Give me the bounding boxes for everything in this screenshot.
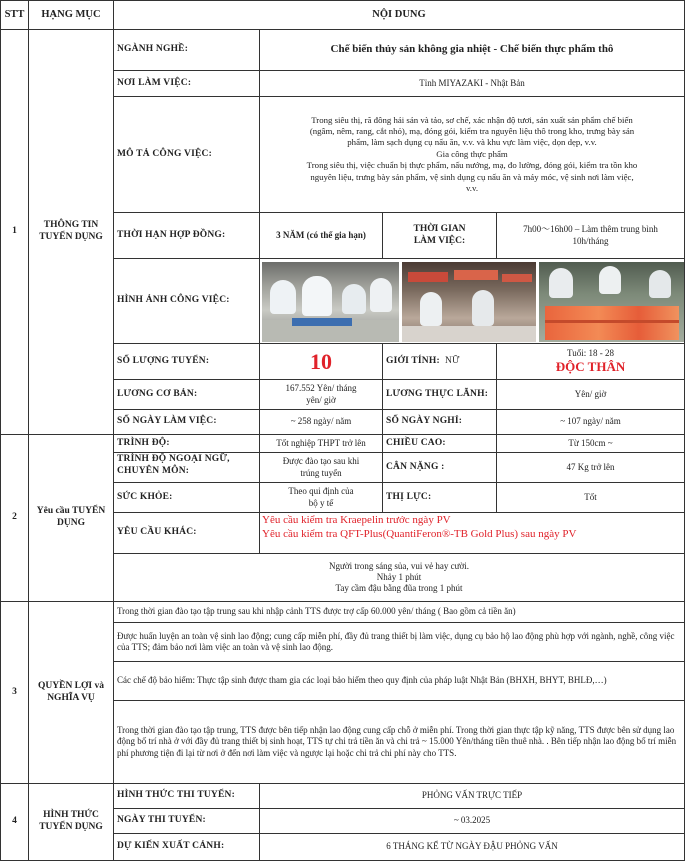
section4-stt: 4 — [0, 783, 29, 861]
age-marital-cell — [496, 343, 685, 380]
job-desc-line: phẩm, làm sạch dụng cụ nấu ăn, v.v. và khu vực làm việc, dọn dẹp, v.v. — [347, 137, 597, 148]
job-desc-line: Gia công thực phẩm — [436, 148, 508, 159]
section2-category: Yêu cầu TUYỂN DỤNG — [28, 434, 114, 602]
departure-label: DỰ KIẾN XUẤT CẢNH: — [113, 833, 260, 861]
exam-date-value: ~ 03.2025 — [259, 808, 685, 834]
quantity-label: SỐ LƯỢNG TUYỂN: — [113, 343, 260, 380]
education-label: TRÌNH ĐỘ: — [113, 434, 260, 453]
content-header: NỘI DUNG — [113, 0, 685, 30]
benefit-housing: Trong thời gian đào tạo tập trung, TTS được bên tiếp nhận lao động cung cấp chỗ ở miễn phí. Trong thời gian thực tập kỹ năng, TTS được bên sử dụng lao động bố trí nhà ở với đầy đủ trang thiết bị sinh hoạt, TTS tự chi trả tiền ăn và chi trả ~ 15.000 Yên/tháng tiền thuê nhà. . Bên tiếp nhận lao động bố trí miễn phí phương tiện đi lại từ nơi ở đến nơi làm việc và ngược lại hoặc chi trả chi phí này cho TTS. — [113, 700, 685, 784]
health-label: SỨC KHỎE: — [113, 482, 260, 513]
salary-value: 167.552 Yên/ tháng yên/ giờ — [259, 379, 383, 410]
dayoff-label: SỐ NGÀY NGHỈ: — [382, 409, 497, 435]
job-desc-line: Trong siêu thị, việc chuẩn bị thực phẩm, nấu nướng, mạ, đo lường, đóng gói, kiểm tra tồn kho — [306, 160, 638, 171]
exam-form-value: PHỎNG VẤN TRỰC TIẾP — [259, 783, 685, 809]
eyesight-label: THỊ LỰC: — [382, 482, 497, 513]
section3-stt: 3 — [0, 601, 29, 784]
departure-value: 6 THÁNG KỂ TỪ NGÀY ĐẬU PHỎNG VẤN — [259, 833, 685, 861]
contract-label: THỜI HẠN HỢP ĐỒNG: — [113, 212, 260, 259]
stt-header: STT — [0, 0, 29, 30]
net-salary-value: Yên/ giờ — [496, 379, 685, 410]
job-desc-line: nguyên liệu, trưng bày sản phẩm, vệ sinh dụng cụ nấu ăn và máy móc, vệ sinh nơi làm việc, — [310, 171, 634, 182]
workplace-label: NƠI LÀM VIỆC: — [113, 70, 260, 97]
section2-stt: 2 — [0, 434, 29, 602]
height-label: CHIỀU CAO: — [382, 434, 497, 453]
section3-category: QUYỀN LỢI và NGHĨA VỤ — [28, 601, 114, 784]
marital-status: ĐỘC THÂN — [555, 359, 626, 374]
net-salary-label: LƯƠNG THỰC LÃNH: — [382, 379, 497, 410]
language-label: TRÌNH ĐỘ NGOẠI NGỮ, CHUYÊN MÔN: — [113, 452, 260, 483]
occupation-label: NGÀNH NGHỀ: — [113, 29, 260, 71]
job-description-value — [259, 96, 685, 213]
exam-date-label: NGÀY THI TUYỂN: — [113, 808, 260, 834]
exam-form-label: HÌNH THỨC THI TUYỂN: — [113, 783, 260, 809]
height-value: Từ 150cm ~ — [496, 434, 685, 453]
quantity-value: 10 — [259, 343, 383, 380]
age-value: Tuổi: 18 - 28 — [567, 347, 614, 358]
other-requirements-value: Yêu cầu kiểm tra Kraepelin trước ngày PV Yêu cầu kiểm tra QFT-Plus(QuantiFeron®-TB Gold Plus) sau ngày PV — [259, 512, 685, 554]
category-header: HẠNG MỤC — [28, 0, 114, 30]
gender-value: NỮ — [444, 355, 460, 366]
workdays-value: ~ 258 ngày/ năm — [259, 409, 383, 435]
occupation-value: Chế biến thủy sản không gia nhiệt - Chế biến thực phẩm thô — [259, 29, 685, 71]
section1-stt: 1 — [0, 29, 29, 435]
personal-requirements: Người trong sáng sủa, vui vẻ hay cười. Nhảy 1 phút Tay cầm đậu bằng đũa trong 1 phút — [113, 553, 685, 602]
education-value: Tốt nghiệp THPT trở lên — [259, 434, 383, 453]
salary-label: LƯƠNG CƠ BẢN: — [113, 379, 260, 410]
job-images-cell — [259, 258, 685, 344]
job-desc-line: Trong siêu thị, rã đông hải sản và tảo, sơ chế, xác nhận độ tươi, sản xuất sản phẩm chế biến — [311, 114, 633, 125]
job-photo-2 — [402, 262, 536, 342]
eyesight-value: Tốt — [496, 482, 685, 513]
job-photo-3 — [539, 262, 684, 342]
workplace-value: Tỉnh MIYAZAKI - Nhật Bản — [259, 70, 685, 97]
section4-category: HÌNH THỨC TUYỂN DỤNG — [28, 783, 114, 861]
gender-cell: GIỚI TÍNH: NỮ — [382, 343, 497, 380]
language-value: Được đào tạo sau khi trúng tuyển — [259, 452, 383, 483]
job-desc-line: (ngâm, nêm, rang, cắt nhỏ), mạ, đóng gói, kiểm tra nguyên liệu thô trong kho, trưng bày sản — [309, 125, 635, 136]
benefit-insurance: Các chế độ bảo hiểm: Thực tập sinh được tham gia các loại bảo hiểm theo quy định của pháp luật Nhật Bản (BHXH, BHYT, BHLĐ,…) — [113, 661, 685, 701]
worktime-label: THỜI GIAN LÀM VIỆC: — [382, 212, 497, 259]
other-requirements-label: YÊU CẦU KHÁC: — [113, 512, 260, 554]
dayoff-value: ~ 107 ngày/ năm — [496, 409, 685, 435]
job-description-label: MÔ TẢ CÔNG VIỆC: — [113, 96, 260, 213]
section1-category: THÔNG TIN TUYỂN DỤNG — [28, 29, 114, 435]
weight-label: CÂN NẶNG : — [382, 452, 497, 483]
job-photo-1 — [262, 262, 399, 342]
worktime-value: 7h00～16h00 – Làm thêm trung bình 10h/tháng — [496, 212, 685, 259]
benefit-allowance: Trong thời gian đào tạo tập trung sau khi nhập cảnh TTS được trợ cấp 60.000 yên/ tháng ( Bao gồm cả tiền ăn) — [113, 601, 685, 623]
workdays-label: SỐ NGÀY LÀM VIỆC: — [113, 409, 260, 435]
contract-value: 3 NĂM (có thể gia hạn) — [259, 212, 383, 259]
health-value: Theo qui định của bộ y tế — [259, 482, 383, 513]
weight-value: 47 Kg trở lên — [496, 452, 685, 483]
job-images-label: HÌNH ẢNH CÔNG VIỆC: — [113, 258, 260, 344]
job-desc-line: v.v. — [465, 183, 479, 194]
benefit-safety: Được huấn luyện an toàn vệ sinh lao động; cung cấp miễn phí, đầy đủ trang thiết bị làm việc, dụng cụ bảo hộ lao động phù hợp với ngành, nghề, công việc của TTS; đảm bảo nơi làm việc an toàn và vệ sinh lao động. — [113, 622, 685, 662]
